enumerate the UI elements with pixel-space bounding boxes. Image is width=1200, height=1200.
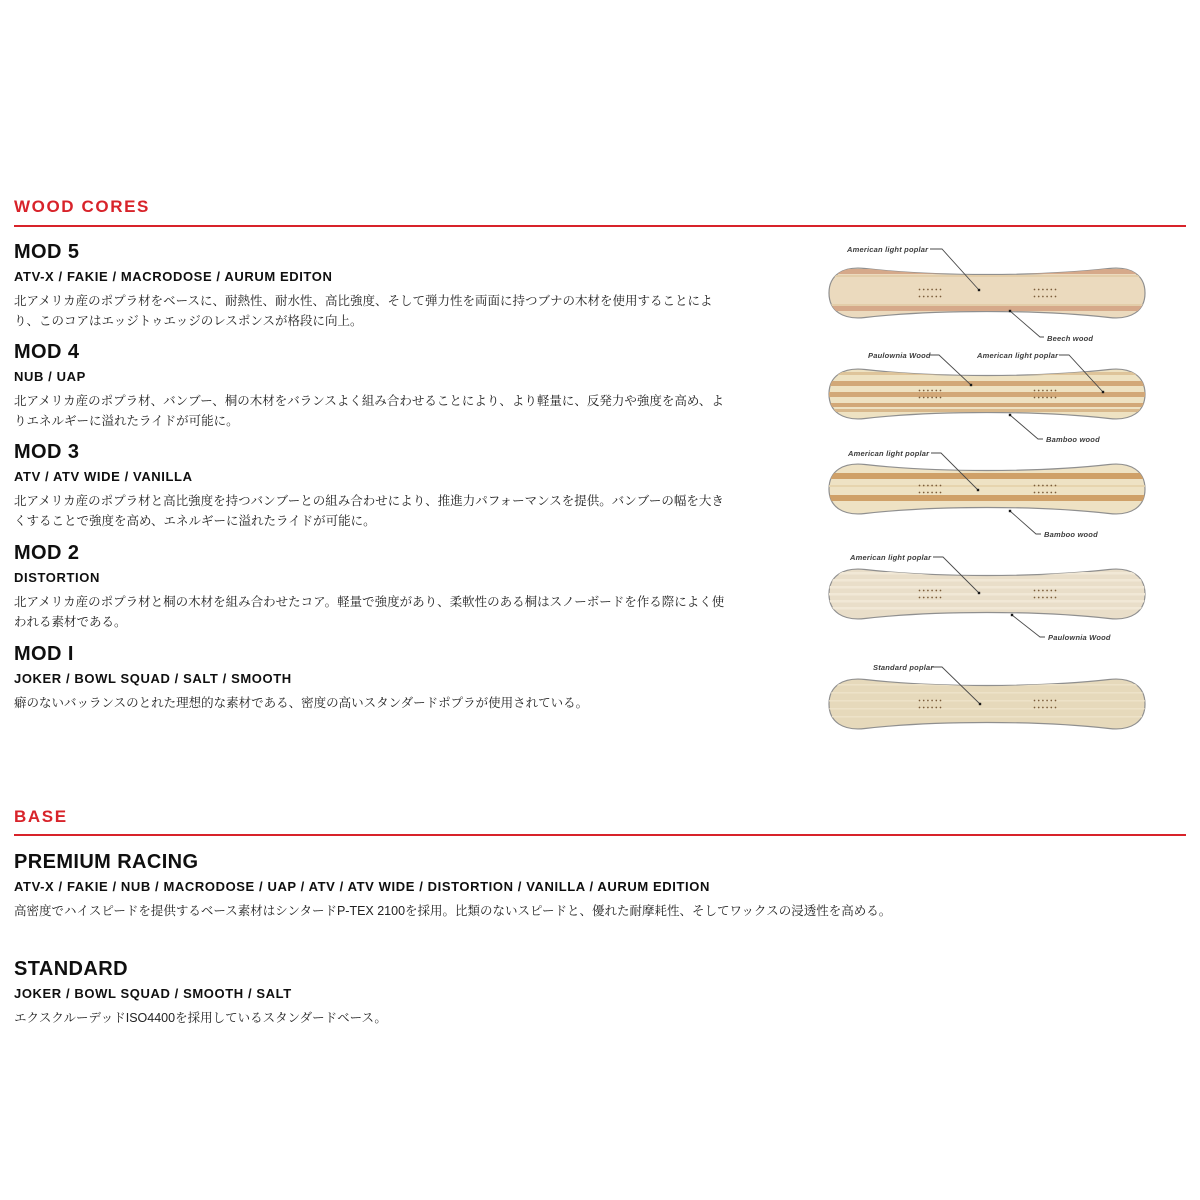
base-item-premium-racing	[14, 851, 1184, 921]
core-models: NUB / UAP	[14, 369, 86, 384]
core-description: 北アメリカ産のポプラ材と桐の木材を組み合わせたコア。軽量で強度があり、柔軟性のある桐はスノーボードを作る際によく使われる素材である。	[14, 594, 725, 629]
base-name: PREMIUM RACING	[14, 851, 199, 873]
section-title-wood-cores: WOOD CORES	[14, 197, 150, 216]
core-models: JOKER / BOWL SQUAD / SALT / SMOOTH	[14, 671, 292, 686]
board-shape	[829, 464, 1145, 514]
core-name: MOD I	[14, 643, 74, 665]
core-description: 北アメリカ産のポプラ材をベースに、耐熱性、耐水性、高比強度、そして弾力性を両面に持つブナの木材を使用することにより、このコアはエッジトゥエッジのレスポンスが格段に向上。	[14, 293, 713, 328]
core-diagram-mod-4	[810, 345, 1200, 448]
core-name: MOD 4	[14, 341, 80, 363]
core-models: ATV-X / FAKIE / MACRODOSE / AURUM EDITON	[14, 269, 333, 284]
base-models: JOKER / BOWL SQUAD / SMOOTH / SALT	[14, 986, 292, 1001]
core-item-mod-4	[14, 341, 726, 431]
wood-label: Paulownia Wood	[1048, 633, 1111, 642]
core-item-mod-1	[14, 643, 726, 713]
board-shape	[829, 679, 1145, 729]
wood-label: American light poplar	[977, 351, 1059, 360]
wood-label: Bamboo wood	[1044, 530, 1098, 539]
core-name: MOD 5	[14, 241, 80, 263]
section-divider-base	[14, 834, 1186, 836]
base-description: エクスクルーデッドISO4400を採用しているスタンダードベース。	[14, 1010, 387, 1025]
core-description: 北アメリカ産のポプラ材と高比強度を持つバンブーとの組み合わせにより、推進力パフォーマンスを提供。バンブーの幅を大きくすることで強度を高め、エネルギーに溢れたライドが可能に。	[14, 493, 724, 528]
core-models: ATV / ATV WIDE / VANILLA	[14, 469, 193, 484]
section-title-base: BASE	[14, 807, 68, 826]
core-item-mod-5	[14, 241, 726, 331]
base-name: STANDARD	[14, 958, 128, 980]
wood-label: Bamboo wood	[1046, 435, 1100, 444]
base-models: ATV-X / FAKIE / NUB / MACRODOSE / UAP / ATV / ATV WIDE / DISTORTION / VANILLA / AURUM EDITION	[14, 879, 710, 894]
base-description: 高密度でハイスピードを提供するベース素材はシンタードP-TEX 2100を採用。比類のないスピードと、優れた耐摩耗性、そしてワックスの浸透性を高める。	[14, 903, 892, 918]
core-description: 北アメリカ産のポプラ材、バンブー、桐の木材をバランスよく組み合わせることにより、より軽量に、反発力や強度を高め、よりエネルギーに溢れたライドが可能に。	[14, 393, 724, 428]
core-diagram-mod-3	[810, 443, 1200, 543]
core-diagram-mod-5	[810, 238, 1200, 346]
wood-label: Paulownia Wood	[868, 351, 931, 360]
wood-label: American light poplar	[847, 245, 929, 254]
core-diagram-mod-1	[810, 658, 1200, 743]
core-models: DISTORTION	[14, 570, 100, 585]
core-item-mod-2	[14, 542, 726, 632]
wood-label: Beech wood	[1047, 334, 1094, 343]
core-item-mod-3	[14, 441, 726, 531]
core-description: 癖のないバッランスのとれた理想的な素材である、密度の高いスタンダードポプラが使用されている。	[14, 695, 589, 710]
base-item-standard	[14, 958, 1184, 1028]
wood-label: American light poplar	[848, 449, 930, 458]
wood-label: Standard poplar	[873, 663, 934, 672]
core-name: MOD 2	[14, 542, 80, 564]
section-divider-wood-cores	[14, 225, 1186, 227]
wood-label: American light poplar	[850, 553, 932, 562]
core-diagram-mod-2	[810, 548, 1200, 646]
core-name: MOD 3	[14, 441, 80, 463]
